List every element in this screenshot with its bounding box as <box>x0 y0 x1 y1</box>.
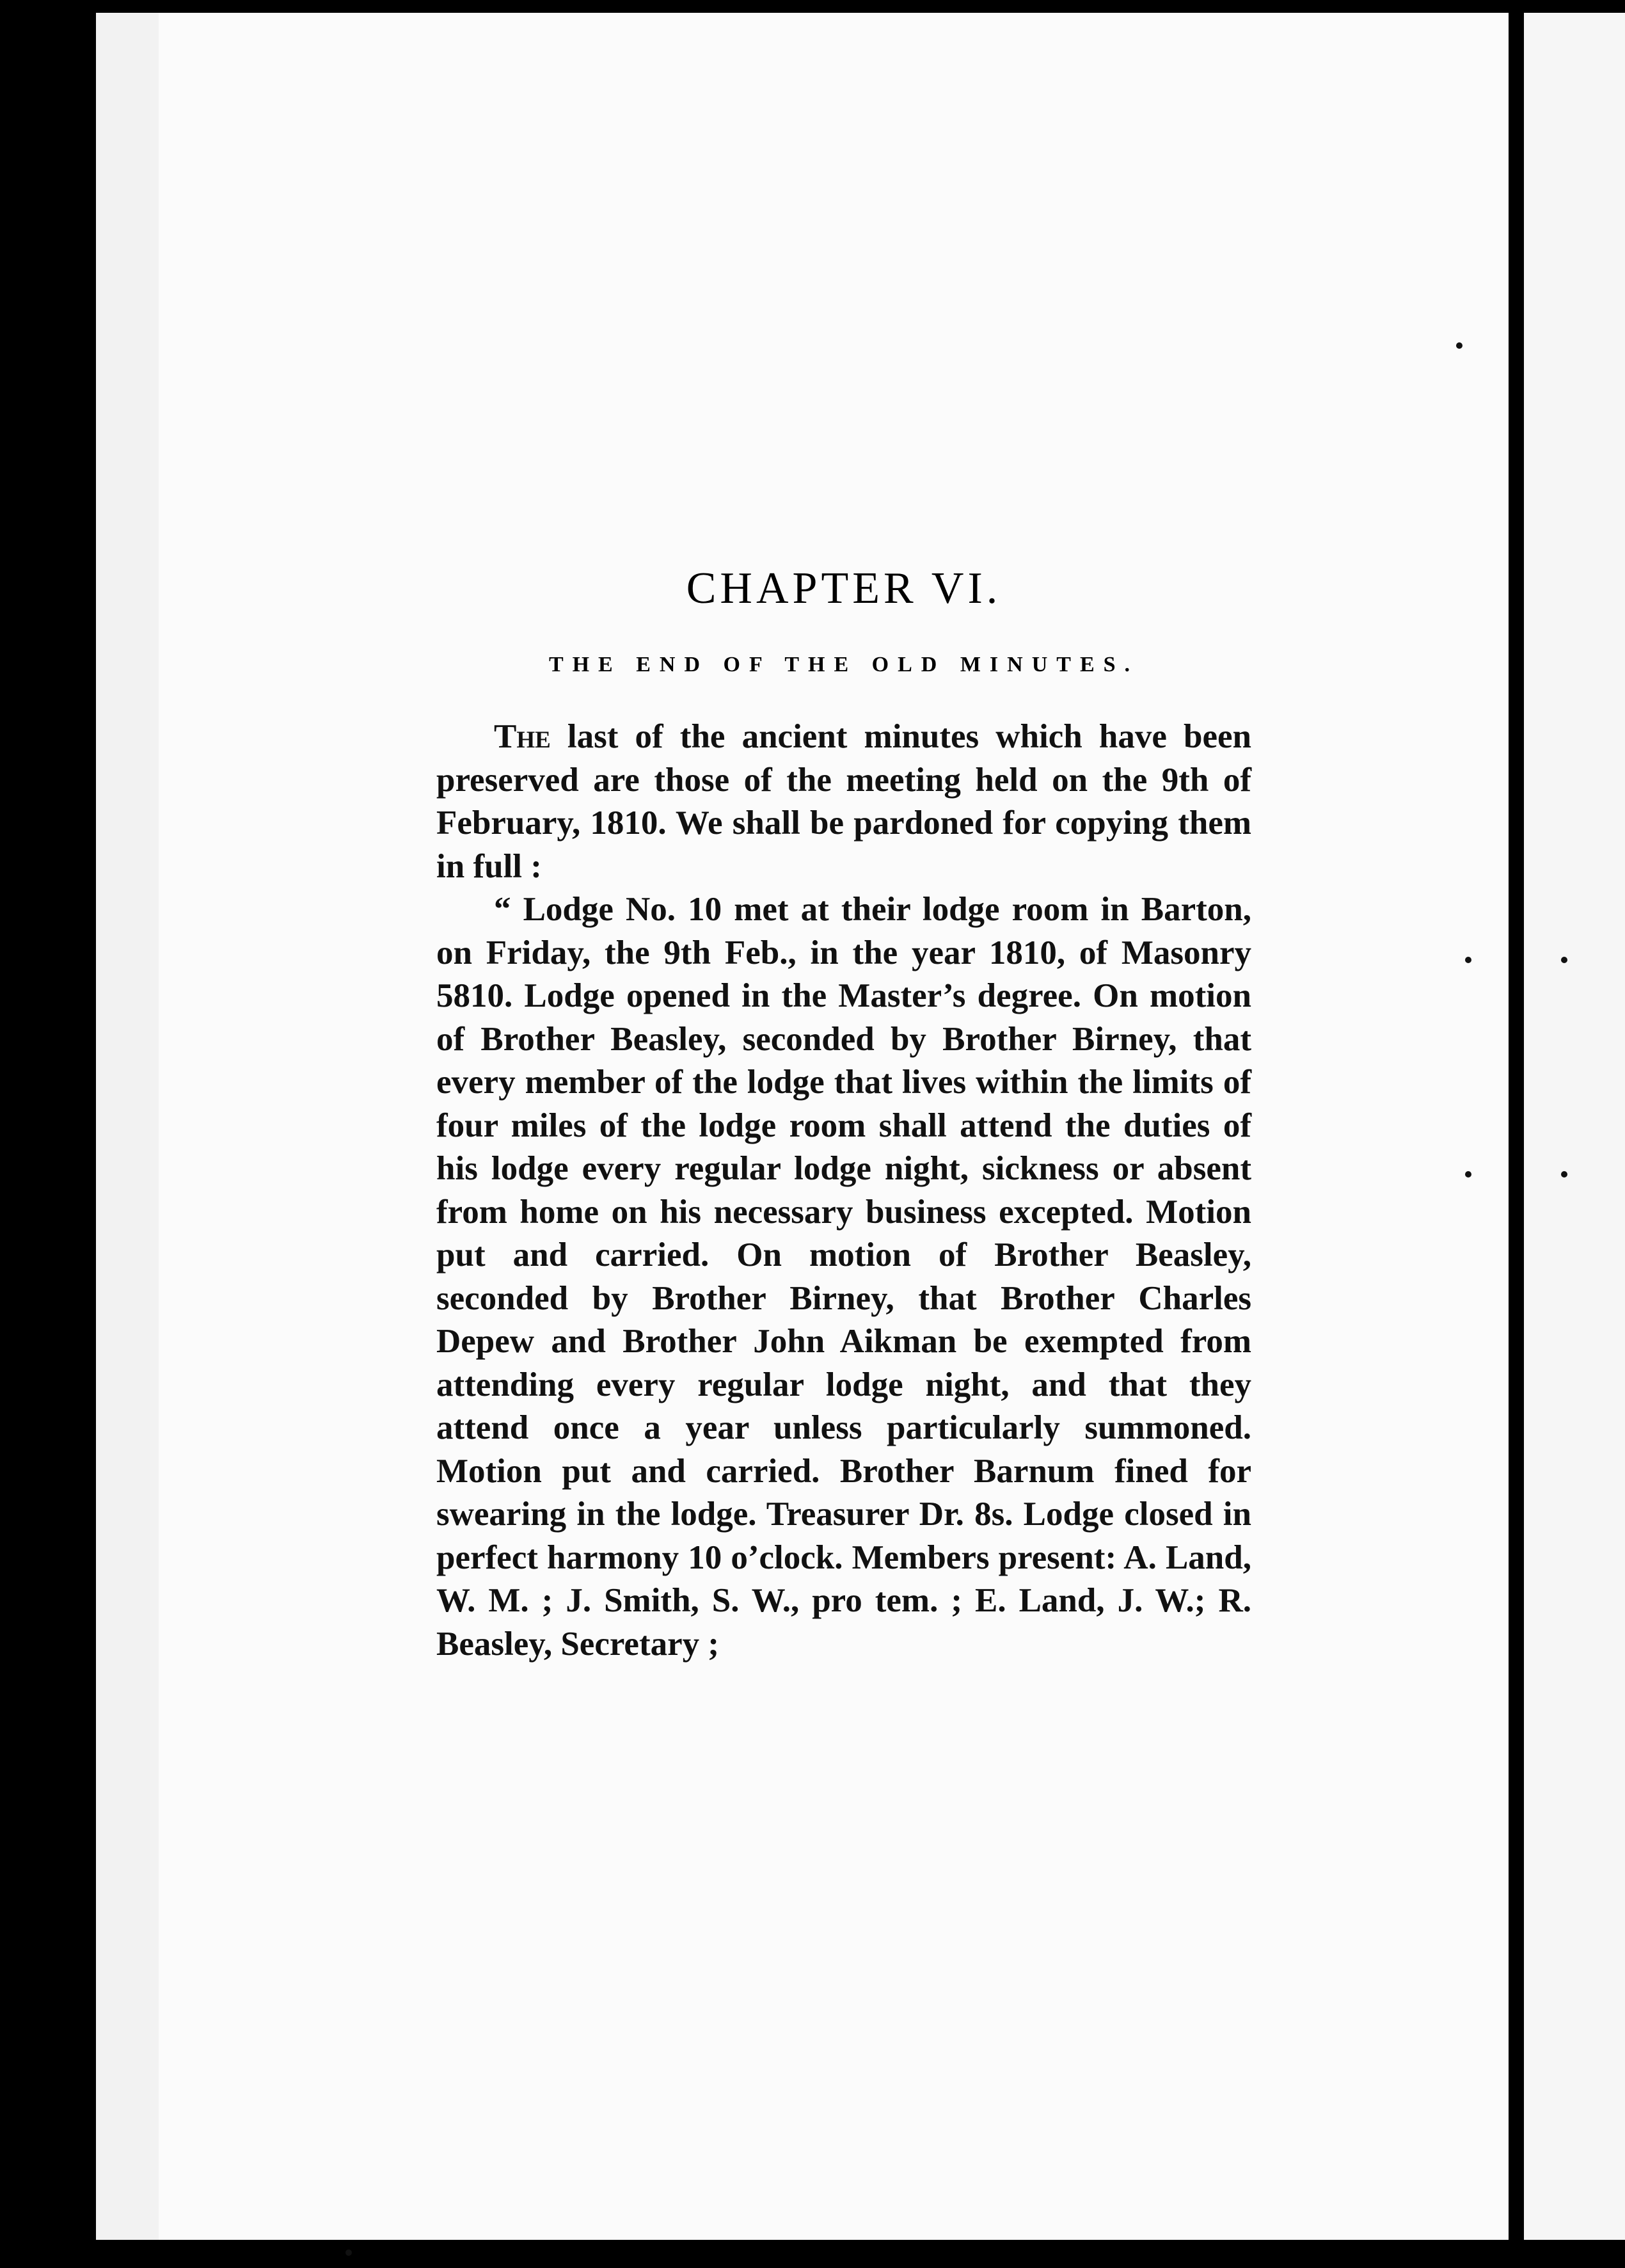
scan-speck <box>1561 1171 1567 1178</box>
paragraph: “ Lodge No. 10 met at their lodge room in Barton, on Friday, the 9th Feb., in the year 1810, of Masonry 5810. Lodge opened in the Master’s degree. On motion of Brother Beasley, seconded by Brother Birney, that every member of the lodge that lives within the limits of four miles of the lodge room shall attend the duties of his lodge every regular lodge night, sickness or absent from home on his necessary business excepted. Motion put and carried. On motion of Brother Beasley, seconded by Brother Birney, that Brother Charles Depew and Brother John Aikman be exempted from attending every regular lodge night, and that they attend once a year unless particularly summoned. Motion put and carried. Brother Barnum fined for swearing in the lodge. Treasurer Dr. 8s. Lodge closed in perfect harmony 10 o’clock. Members present: A. Land, W. M. ; J. Smith, S. W., pro tem. ; E. Land, J. W.; R. Beasley, Secretary ; <box>436 891 1251 1663</box>
facing-page-edge <box>1524 13 1625 2240</box>
scan-speck <box>345 2249 352 2256</box>
chapter-heading: CHAPTER VI. <box>686 564 1002 613</box>
scan-speck <box>1456 342 1462 349</box>
paragraph-text: last of the ancient minutes which have been preserved are those of the meeting held on the 9th of February, 1810. We shall be pardoned for copying them in full : <box>436 718 1251 885</box>
book-gutter <box>1509 0 1524 2268</box>
scan-speck <box>1465 957 1471 963</box>
paragraph-lead: The <box>494 718 551 755</box>
scan-speck <box>1561 957 1567 963</box>
chapter-subtitle: THE END OF THE OLD MINUTES. <box>548 653 1139 676</box>
paragraph <box>436 715 1251 888</box>
scan-speck <box>1465 1171 1471 1178</box>
page-text <box>436 563 1251 1666</box>
page-edges <box>0 0 166 2268</box>
chapter-body <box>436 715 1251 1666</box>
